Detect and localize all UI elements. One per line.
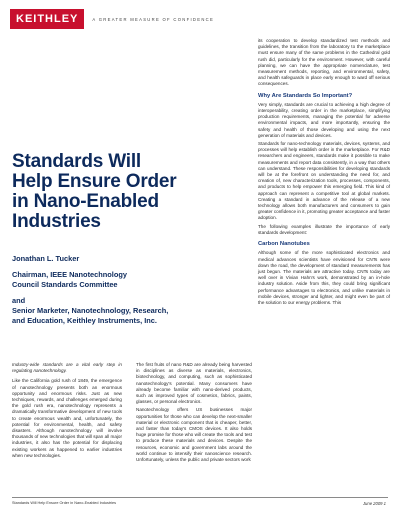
author-role-line: Senior Marketer, Nanotechnology, Research, <box>12 306 169 315</box>
lower-middle-column <box>136 362 252 465</box>
section-heading: Why Are Standards So Important? <box>258 92 353 99</box>
footer-divider <box>12 497 388 498</box>
footer-title: Standards Will Help Ensure Order in Nano-Enabled Industries <box>12 501 117 505</box>
page-header <box>10 8 214 30</box>
author-role-line: Council Standards Committee <box>12 280 118 289</box>
section-heading: Carbon Nanotubes <box>258 241 310 248</box>
author-and: and <box>12 296 26 305</box>
lead-paragraph: Industry-wide standards are a vital early step in regulating nanotechnology. <box>12 362 122 374</box>
body-paragraph: The first fruits of nano R&D are already being harvested in disciplines as diverse as materials, electronics, biotechnology, and computing, such as sophisticated nanotechnology's potential. Many consumers have already become familiar with nano-derived products, such as improved types of cosmetics, fabrics, paints, glasses, or personal electronics. <box>136 362 252 405</box>
body-paragraph: The following examples illustrate the importance of early standards development: <box>258 223 390 235</box>
lower-left-column <box>12 362 122 461</box>
title-line: in Nano-Enabled <box>12 191 159 212</box>
body-paragraph: Like the California gold rush of 1849, the emergence of nanotechnology presents both an enormous opportunity and enormous risks. Just as new techniques, rewards, and challenges emerged during the gold rush era, nanotechnology represents a dramatically transformative development of new tools to create enormous wealth and, unfortunately, the potential for environmental, health, and safety disasters. Although nanotechnology will involve thousands of new technologies that will span all major industries, it also has the potential for displacing existing workers as happened to earlier industries when new technologies. <box>12 378 122 458</box>
body-paragraph: Although some of the more sophisticated electronics and medical advances scientists have envisioned for CNTs were down the road, the development of standard measurements has just begun. The materials are attractive today. CNTs today are well over in Vivian Hahn's work, demonstrated by an in-hole industry solution. Aside from this, they could bring significant performance advantages to electronics, and unlike materials in mobile devices, stronger and lighter, and might even be part of the solution to our energy problems. This <box>258 250 390 305</box>
author-role-line: and Education, Keithley Instruments, Inc. <box>12 316 157 325</box>
title-line: Standards Will <box>12 151 141 172</box>
author-name: Jonathan L. Tucker <box>12 254 80 263</box>
body-paragraph: Nanotechnology offers US businesses major opportunities for those who can develop the next-smaller material or electronic component that is cheaper, better, and faster than today's CMOS devices. It also holds huge promise for those who will create the tools and test to produce these materials and devices. Despite the resources, economic and government labs around the world continue to intensify their nanoscience research. Unfortunately, unless the public and private sectors work <box>136 407 252 463</box>
footer-page-info: June 2009 1 <box>362 501 386 506</box>
body-paragraph: Standards for nano-technology materials, devices, systems, and processes will help establish order in the marketplace. For R&D researchers and engineers, standards make it possible to make measurements and report data consistently, in a way that others can understand. These responsibilities for developing standards will be at the forefront on understanding the need for, and creation of, new characterization tools, processes, components, and products to help empower this emerging field. This kind of approach can represent a competitive tool at global markets. Creating a standard in advance of the release of a new technology allows both manufacturers and consumers to gain greater confidence in it, promoting greater acceptance and faster adoption. <box>258 141 390 221</box>
company-tagline: A GREATER MEASURE OF CONFIDENCE <box>92 16 215 22</box>
title-line: Help Ensure Order <box>12 171 177 192</box>
title-line: Industries <box>12 211 101 232</box>
author-role-line: Chairman, IEEE Nanotechnology <box>12 270 127 279</box>
author-block <box>12 254 222 326</box>
article-title <box>12 152 212 232</box>
right-column <box>258 38 390 308</box>
body-paragraph: Very simply, standards are crucial to achieving a high degree of interoperability, creating order in the marketplace, simplifying production requirements, managing the potential for adverse environmental impacts, and more importantly, ensuring the safety and health of those developing and using the next generation of materials and devices. <box>258 101 390 138</box>
keithley-logo: KEITHLEY <box>10 9 84 29</box>
body-paragraph: its cooperation to develop standardized test methods and guidelines, the transition from the laboratory to the marketplace must ensure many of the same problems in the Cathedral gold rush did, particularly for the environment. However, with careful planning, we can have the appropriate nomenclature, test measurement methods, reporting, and environmental, safety, and health safeguards in place early enough to ward off serious consequences. <box>258 38 390 87</box>
